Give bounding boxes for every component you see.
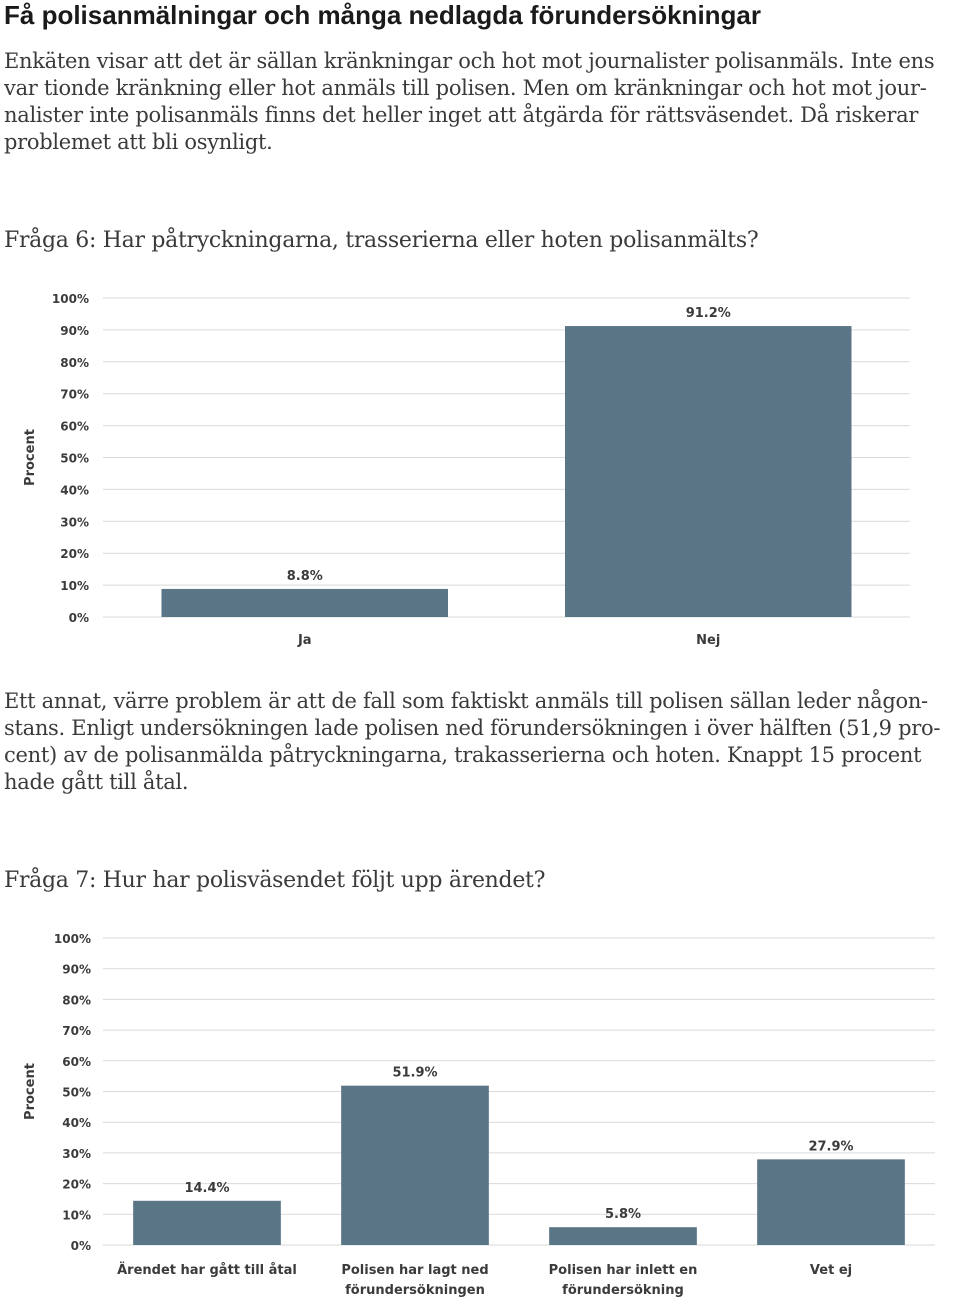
- middle-paragraph: [4, 688, 954, 796]
- bar-chart-question-6: [0, 285, 960, 655]
- intro-line: problemet att bli osynligt.: [4, 130, 273, 154]
- category-label: Polisen har lagt ned: [341, 1263, 489, 1278]
- data-label: 14.4%: [184, 1180, 230, 1196]
- question-6: Fråga 6: Har påtryckningarna, trasserierna eller hoten polisanmälts?: [4, 228, 759, 253]
- article-heading: Få polisanmälningar och många nedlagda förundersökningar: [4, 0, 762, 30]
- y-tick-label: 50%: [62, 1085, 91, 1100]
- intro-line: nalister inte polisanmäls finns det heller inget att åtgärda för rättsväsendet. Då riskerar: [4, 103, 919, 127]
- chart-question-7: [0, 925, 960, 1308]
- y-tick-label: 70%: [60, 387, 89, 402]
- y-tick-label: 30%: [62, 1146, 91, 1161]
- intro-line: Enkäten visar att det är sällan kränkningar och hot mot journalister polisanmäls. Inte ens: [4, 49, 935, 73]
- bar-2: [549, 1227, 697, 1245]
- category-label: Ja: [297, 633, 312, 648]
- y-tick-label: 10%: [62, 1208, 91, 1223]
- category-label: Nej: [696, 633, 721, 648]
- question-7: Fråga 7: Hur har polisväsendet följt upp ärendet?: [4, 868, 546, 893]
- middle-line: cent) av de polisanmälda påtryckningarna, trakasserierna och hoten. Knappt 15 procent: [4, 743, 922, 767]
- y-tick-label: 10%: [60, 579, 89, 594]
- y-tick-label: 100%: [51, 292, 89, 306]
- y-tick-label: 30%: [60, 515, 89, 530]
- bar-0: [162, 589, 448, 617]
- middle-line: Ett annat, värre problem är att de fall som faktiskt anmäls till polisen sällan leder någon-: [4, 689, 928, 713]
- y-tick-label: 80%: [62, 993, 91, 1008]
- bar-1: [565, 326, 851, 617]
- data-label: 5.8%: [604, 1207, 642, 1223]
- bar-1: [341, 1086, 489, 1245]
- y-tick-label: 60%: [62, 1054, 91, 1069]
- y-tick-label: 90%: [62, 962, 91, 977]
- data-label: 27.9%: [808, 1139, 854, 1155]
- y-tick-label: 70%: [62, 1024, 91, 1039]
- category-label: Vet ej: [809, 1263, 853, 1278]
- data-label: 8.8%: [286, 568, 323, 584]
- category-label: Polisen har inlett en: [548, 1263, 698, 1278]
- y-tick-label: 100%: [53, 932, 91, 946]
- bar-chart-question-7: [0, 925, 960, 1303]
- y-tick-label: 40%: [62, 1116, 91, 1131]
- y-tick-label: 80%: [60, 355, 89, 370]
- intro-paragraph: [4, 48, 954, 156]
- y-tick-label: 0%: [70, 1239, 91, 1253]
- category-label: förundersökningen: [345, 1283, 485, 1298]
- y-tick-label: 20%: [60, 547, 89, 562]
- category-label: förundersökning: [562, 1283, 684, 1298]
- data-label: 51.9%: [392, 1065, 438, 1081]
- y-tick-label: 40%: [60, 483, 89, 498]
- y-tick-label: 50%: [60, 451, 89, 466]
- y-tick-label: 90%: [60, 323, 89, 338]
- y-tick-label: 0%: [68, 611, 89, 625]
- bar-0: [133, 1201, 281, 1245]
- category-label: Ärendet har gått till åtal: [117, 1263, 297, 1278]
- middle-line: hade gått till åtal.: [4, 770, 189, 794]
- chart-question-6: [0, 285, 960, 660]
- y-axis-title: Procent: [23, 1063, 38, 1120]
- y-axis-title: Procent: [23, 429, 38, 486]
- intro-line: var tionde kränkning eller hot anmäls till polisen. Men om kränkningar och hot mot jour-: [4, 76, 927, 100]
- bar-3: [757, 1159, 905, 1245]
- middle-line: stans. Enligt undersökningen lade polisen ned förundersökningen i över hälften (51,9 pro-: [4, 716, 941, 740]
- data-label: 91.2%: [685, 306, 731, 322]
- y-tick-label: 60%: [60, 419, 89, 434]
- y-tick-label: 20%: [62, 1177, 91, 1192]
